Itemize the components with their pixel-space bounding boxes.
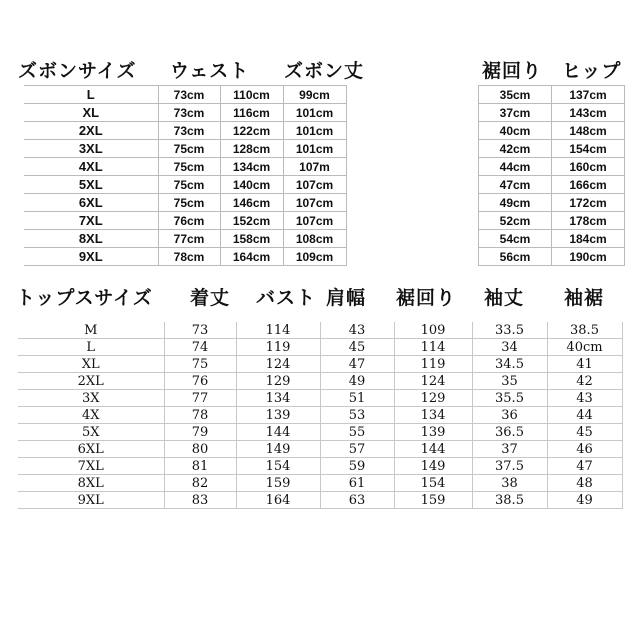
table-row (479, 194, 625, 212)
table-row (24, 248, 346, 266)
hip-cell: 122cm (220, 122, 283, 140)
length-cell: 101cm (283, 104, 346, 122)
pants-hip-header: ヒップ (562, 60, 622, 82)
length-cell: 78 (164, 407, 236, 424)
length-cell: 107cm (283, 212, 346, 230)
cuff-cell: 42 (547, 373, 622, 390)
hip-cell: 140cm (220, 176, 283, 194)
hip-cell: 160cm (552, 158, 625, 176)
hip-cell: 190cm (552, 248, 625, 266)
size-cell: 7XL (18, 458, 164, 475)
size-cell: 3XL (24, 140, 158, 158)
sleeve-cell: 37.5 (472, 458, 547, 475)
pants-size-table (24, 85, 347, 266)
hip-cell: 158cm (220, 230, 283, 248)
shoulder-cell: 61 (320, 475, 394, 492)
hip-cell: 146cm (220, 194, 283, 212)
hip-cell: 166cm (552, 176, 625, 194)
length-cell: 81 (164, 458, 236, 475)
hip-cell: 137cm (552, 86, 625, 104)
table-row (24, 230, 346, 248)
length-cell: 77 (164, 390, 236, 407)
hem-cell: 159 (394, 492, 472, 509)
table-row (18, 356, 622, 373)
tops-hem-header: 裾回り (396, 287, 457, 309)
hip-cell: 143cm (552, 104, 625, 122)
tops-size-table (18, 322, 623, 509)
hip-cell: 154cm (552, 140, 625, 158)
table-row (24, 140, 346, 158)
hem-cell: 54cm (479, 230, 552, 248)
table-row (18, 458, 622, 475)
length-cell: 73 (164, 322, 236, 339)
hem-cell: 119 (394, 356, 472, 373)
sleeve-cell: 36.5 (472, 424, 547, 441)
waist-cell: 75cm (158, 158, 220, 176)
tops-sleeve-header: 袖丈 (484, 287, 525, 309)
size-cell: 2XL (24, 122, 158, 140)
pants-hem-hip-table (478, 85, 625, 266)
table-row (18, 339, 622, 356)
table-row (18, 475, 622, 492)
shoulder-cell: 55 (320, 424, 394, 441)
hem-cell: 56cm (479, 248, 552, 266)
pants-hem-hip-table-body (479, 86, 625, 266)
bust-cell: 144 (236, 424, 320, 441)
shoulder-cell: 43 (320, 322, 394, 339)
pants-size-header: ズボンサイズ (18, 60, 137, 82)
sleeve-cell: 37 (472, 441, 547, 458)
hem-cell: 44cm (479, 158, 552, 176)
tops-length-header: 着丈 (190, 287, 231, 309)
waist-cell: 73cm (158, 104, 220, 122)
hem-cell: 37cm (479, 104, 552, 122)
size-cell: L (18, 339, 164, 356)
hem-cell: 49cm (479, 194, 552, 212)
bust-cell: 139 (236, 407, 320, 424)
hem-cell: 149 (394, 458, 472, 475)
hem-cell: 52cm (479, 212, 552, 230)
table-row (18, 424, 622, 441)
bust-cell: 149 (236, 441, 320, 458)
table-row (479, 86, 625, 104)
table-row (479, 158, 625, 176)
table-row (18, 492, 622, 509)
bust-cell: 134 (236, 390, 320, 407)
table-row (24, 194, 346, 212)
table-row (479, 140, 625, 158)
bust-cell: 164 (236, 492, 320, 509)
table-row (24, 104, 346, 122)
table-row (18, 390, 622, 407)
hem-cell: 42cm (479, 140, 552, 158)
waist-cell: 73cm (158, 122, 220, 140)
hip-cell: 148cm (552, 122, 625, 140)
table-row (18, 322, 622, 339)
table-row (479, 248, 625, 266)
sleeve-cell: 36 (472, 407, 547, 424)
waist-cell: 78cm (158, 248, 220, 266)
length-cell: 101cm (283, 122, 346, 140)
table-row (18, 441, 622, 458)
table-row (479, 104, 625, 122)
shoulder-cell: 57 (320, 441, 394, 458)
hem-cell: 47cm (479, 176, 552, 194)
shoulder-cell: 53 (320, 407, 394, 424)
length-cell: 107cm (283, 176, 346, 194)
sleeve-cell: 34 (472, 339, 547, 356)
cuff-cell: 43 (547, 390, 622, 407)
hip-cell: 164cm (220, 248, 283, 266)
size-cell: XL (24, 104, 158, 122)
sleeve-cell: 33.5 (472, 322, 547, 339)
length-cell: 99cm (283, 86, 346, 104)
size-cell: 4XL (24, 158, 158, 176)
bust-cell: 159 (236, 475, 320, 492)
size-cell: 8XL (18, 475, 164, 492)
hip-cell: 116cm (220, 104, 283, 122)
pants-hem-header: 裾回り (482, 60, 543, 82)
length-cell: 109cm (283, 248, 346, 266)
bust-cell: 114 (236, 322, 320, 339)
bust-cell: 129 (236, 373, 320, 390)
hem-cell: 129 (394, 390, 472, 407)
length-cell: 80 (164, 441, 236, 458)
cuff-cell: 49 (547, 492, 622, 509)
waist-cell: 76cm (158, 212, 220, 230)
waist-cell: 75cm (158, 194, 220, 212)
cuff-cell: 47 (547, 458, 622, 475)
cuff-cell: 45 (547, 424, 622, 441)
size-cell: 4X (18, 407, 164, 424)
length-cell: 107cm (283, 194, 346, 212)
bust-cell: 124 (236, 356, 320, 373)
table-row (24, 122, 346, 140)
length-cell: 82 (164, 475, 236, 492)
hem-cell: 134 (394, 407, 472, 424)
size-cell: L (24, 86, 158, 104)
waist-cell: 77cm (158, 230, 220, 248)
sleeve-cell: 35 (472, 373, 547, 390)
pants-length-header: ズボン丈 (284, 60, 365, 82)
length-cell: 79 (164, 424, 236, 441)
hem-cell: 109 (394, 322, 472, 339)
length-cell: 74 (164, 339, 236, 356)
tops-size-table-body (18, 322, 622, 509)
hem-cell: 139 (394, 424, 472, 441)
cuff-cell: 46 (547, 441, 622, 458)
sleeve-cell: 34.5 (472, 356, 547, 373)
size-cell: 3X (18, 390, 164, 407)
table-row (18, 407, 622, 424)
table-row (479, 176, 625, 194)
size-cell: 9XL (24, 248, 158, 266)
hip-cell: 128cm (220, 140, 283, 158)
pants-waist-header: ウェスト (170, 60, 250, 82)
waist-cell: 75cm (158, 140, 220, 158)
hip-cell: 184cm (552, 230, 625, 248)
tops-bust-header: バスト (256, 287, 317, 309)
length-cell: 75 (164, 356, 236, 373)
sleeve-cell: 35.5 (472, 390, 547, 407)
shoulder-cell: 51 (320, 390, 394, 407)
size-cell: 5XL (24, 176, 158, 194)
hem-cell: 154 (394, 475, 472, 492)
shoulder-cell: 63 (320, 492, 394, 509)
cuff-cell: 38.5 (547, 322, 622, 339)
shoulder-cell: 45 (320, 339, 394, 356)
length-cell: 83 (164, 492, 236, 509)
length-cell: 101cm (283, 140, 346, 158)
hip-cell: 110cm (220, 86, 283, 104)
table-row (18, 373, 622, 390)
hem-cell: 124 (394, 373, 472, 390)
table-row (24, 86, 346, 104)
cuff-cell: 41 (547, 356, 622, 373)
sleeve-cell: 38 (472, 475, 547, 492)
sleeve-cell: 38.5 (472, 492, 547, 509)
length-cell: 107m (283, 158, 346, 176)
size-cell: 2XL (18, 373, 164, 390)
table-row (24, 212, 346, 230)
hem-cell: 35cm (479, 86, 552, 104)
size-cell: 8XL (24, 230, 158, 248)
size-cell: 6XL (18, 441, 164, 458)
table-row (479, 212, 625, 230)
hip-cell: 178cm (552, 212, 625, 230)
shoulder-cell: 59 (320, 458, 394, 475)
hem-cell: 40cm (479, 122, 552, 140)
tops-cuff-header: 袖裾 (564, 287, 605, 309)
hip-cell: 172cm (552, 194, 625, 212)
hip-cell: 134cm (220, 158, 283, 176)
shoulder-cell: 47 (320, 356, 394, 373)
table-row (24, 176, 346, 194)
waist-cell: 75cm (158, 176, 220, 194)
size-cell: 5X (18, 424, 164, 441)
size-cell: 6XL (24, 194, 158, 212)
size-cell: M (18, 322, 164, 339)
size-cell: 9XL (18, 492, 164, 509)
shoulder-cell: 49 (320, 373, 394, 390)
size-cell: 7XL (24, 212, 158, 230)
waist-cell: 73cm (158, 86, 220, 104)
hip-cell: 152cm (220, 212, 283, 230)
cuff-cell: 44 (547, 407, 622, 424)
tops-shoulder-header: 肩幅 (326, 287, 367, 309)
length-cell: 108cm (283, 230, 346, 248)
hem-cell: 114 (394, 339, 472, 356)
table-row (479, 230, 625, 248)
tops-size-header: トップスサイズ (16, 287, 153, 309)
bust-cell: 154 (236, 458, 320, 475)
bust-cell: 119 (236, 339, 320, 356)
length-cell: 76 (164, 373, 236, 390)
table-row (24, 158, 346, 176)
hem-cell: 144 (394, 441, 472, 458)
cuff-cell: 40cm (547, 339, 622, 356)
size-cell: XL (18, 356, 164, 373)
table-row (479, 122, 625, 140)
pants-size-table-body (24, 86, 346, 266)
cuff-cell: 48 (547, 475, 622, 492)
